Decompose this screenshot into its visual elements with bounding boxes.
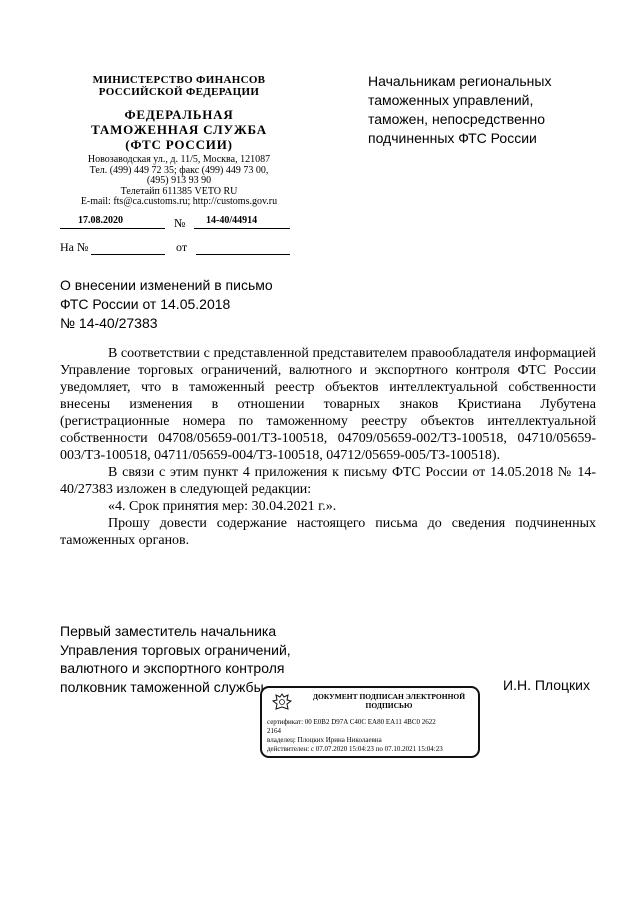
stamp-certificate-cont: 2164 <box>267 727 281 735</box>
address-line: Телетайп 611385 VETO RU <box>120 185 238 197</box>
position-line: Первый заместитель начальника <box>60 623 277 639</box>
address-line: E-mail: fts@ca.customs.ru; http://customs.gov.ru <box>80 196 278 207</box>
addressee <box>368 72 588 148</box>
body-paragraph: В соответствии с представленной представителем правообладателя информацией Управление торговых ограничений, валютного и экспортного контроля ФТС России уведомляет, что в таможенный реестр объектов интеллектуальной собственности внесены изменения в отношении товарных знаков Кристиана Лубутена (регистрационные номера по таможенному реестру объектов интеллектуальной собственности 04708/05659-001/ТЗ-100518, 04709/05659-002/ТЗ-100518, 04710/05659-003/ТЗ-100518, 04711/05659-004/ТЗ-100518, 04712/05659-005/ТЗ-100518). <box>60 346 596 463</box>
from-date-field <box>196 240 290 255</box>
stamp-title-line: ПОДПИСЬЮ <box>365 701 413 710</box>
addressee-line: Начальникам региональных <box>368 73 552 89</box>
stamp-title-line: ДОКУМЕНТ ПОДПИСАН ЭЛЕКТРОННОЙ <box>312 692 466 701</box>
number-label: № <box>174 216 186 230</box>
letter-body <box>60 345 596 549</box>
position-line: полковник таможенной службы <box>60 678 264 695</box>
letter-subject <box>60 276 320 333</box>
stamp-owner: владелец: Плоцких Ирина Николаевна <box>267 736 382 744</box>
subject-line: ФТС России от 14.05.2018 <box>60 296 231 312</box>
stamp-title <box>304 692 474 710</box>
stamp-validity: действителен: с 07.07.2020 15:04:23 по 07.10.2021 15:04:23 <box>267 745 443 753</box>
letterhead-address <box>55 155 303 208</box>
addressee-line: таможен, непосредственно <box>368 111 546 127</box>
stamp-details <box>267 718 475 754</box>
addressee-line: таможенных управлений, <box>368 92 534 108</box>
addressee-line: подчиненных ФТС России <box>368 130 537 146</box>
outgoing-number-field <box>194 214 290 229</box>
body-paragraph: Прошу довести содержание настоящего письма до сведения подчиненных таможенных органов. <box>60 516 596 548</box>
ministry-name <box>60 74 298 98</box>
service-line: ФЕДЕРАЛЬНАЯ <box>124 107 234 122</box>
e-signature-stamp <box>260 686 480 758</box>
service-name <box>60 107 298 152</box>
signatory-name: И.Н. Плоцких <box>503 677 590 693</box>
stamp-certificate: сертификат: 00 E0B2 D97A C40C EA80 EA11 4BC0 2622 <box>267 718 436 726</box>
outgoing-date-field <box>60 214 165 229</box>
position-line: Управления торговых ограничений, <box>60 641 291 658</box>
address-line: Новозаводская ул., д. 11/5, Москва, 121087 <box>87 154 271 165</box>
coat-of-arms-icon <box>270 692 294 712</box>
body-paragraph: В связи с этим пункт 4 приложения к письму ФТС России от 14.05.2018 № 14-40/27383 изложен в следующей редакции: <box>60 465 596 497</box>
subject-line: О внесении изменений в письмо <box>60 277 273 293</box>
reply-to-field <box>91 240 165 255</box>
body-paragraph-quote: «4. Срок принятия мер: 30.04.2021 г.». <box>108 499 337 514</box>
ministry-line: РОССИЙСКОЙ ФЕДЕРАЦИИ <box>98 86 260 98</box>
outgoing-number: 14-40/44914 <box>206 215 258 226</box>
position-line: валютного и экспортного контроля <box>60 660 285 676</box>
ministry-line: МИНИСТЕРСТВО ФИНАНСОВ <box>92 74 266 86</box>
signatory-position <box>60 622 360 696</box>
subject-line: № 14-40/27383 <box>60 315 158 331</box>
from-label: от <box>176 240 188 254</box>
service-line: ТАМОЖЕННАЯ СЛУЖБА <box>91 122 267 137</box>
reply-to-label: На № <box>60 240 89 254</box>
outgoing-date: 17.08.2020 <box>78 215 123 226</box>
address-line: Тел. (499) 449 72 35; факс (499) 449 73 00, <box>89 164 269 176</box>
address-line: (495) 913 93 90 <box>146 175 212 186</box>
service-line: (ФТС РОССИИ) <box>125 137 233 152</box>
